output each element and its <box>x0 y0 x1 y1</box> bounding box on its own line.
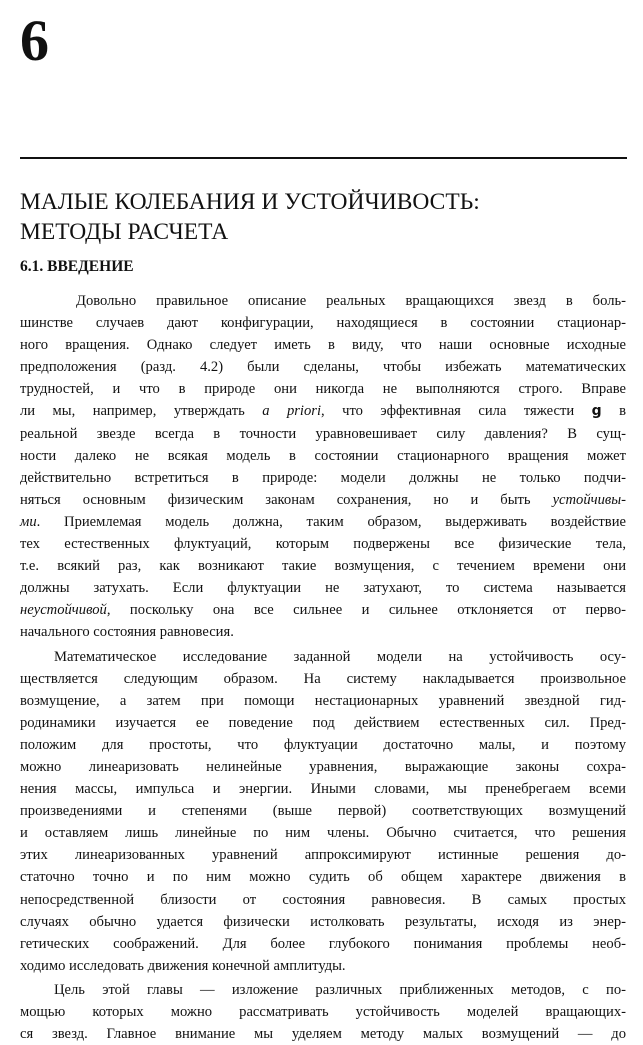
text-line: положим для простоты, что флуктуации достаточно малы, и поэтому <box>20 736 626 753</box>
paragraph-3 <box>20 979 626 1045</box>
italic-term: a priori <box>262 403 322 420</box>
gravity-symbol: g <box>591 403 602 420</box>
text-run: , поскольку она все сильнее и сильнее отклоняется от перво- <box>106 602 626 619</box>
text-line <box>20 599 626 621</box>
text-line: мощью которых можно рассматривать устойчивость моделей вращающих- <box>20 1004 626 1020</box>
text-run: , что эффективная сила тяжести <box>321 403 592 420</box>
text-line: произведениями и степенями (выше первой) соответствующих возмущений <box>20 803 626 820</box>
text-line: Математическое исследование заданной модели на устойчивость осу- <box>54 648 626 665</box>
text-line: действительно встретиться в природе: модели должны не только подчи- <box>20 469 626 486</box>
text-line: ществляется следующим образом. На систему накладывается произвольное <box>20 670 626 687</box>
section-title: 6.1. ВВЕДЕНИЕ <box>20 258 134 275</box>
text-line: ходимо исследовать движения конечной амплитуды. <box>20 957 346 974</box>
text-line: Цель этой главы — изложение различных приближенных методов, с по- <box>54 981 626 998</box>
text-line: т.е. всякий раз, как возникают такие возмущения, с течением времени они <box>20 558 626 575</box>
text-line: шинстве случаев дают конфигурации, находящиеся в состоянии стационар- <box>20 315 626 332</box>
text-line: тех естественных флуктуаций, которым подвержены все физические тела, <box>20 536 626 553</box>
text-line <box>20 489 626 511</box>
text-line: ности далеко не всякая модель в состоянии стационарного вращения может <box>20 447 626 464</box>
text-line: случаях обычно удается физически истолковать результаты, исходя из энер- <box>20 913 626 930</box>
chapter-title-line-2: МЕТОДЫ РАСЧЕТА <box>20 219 229 245</box>
text-run: няться основным физическим законам сохранения, но и быть <box>20 491 553 508</box>
text-line: должны затухать. Если флуктуации не затухают, то система называется <box>20 580 626 597</box>
text-line: нения массы, импульса и энергии. Иными словами, мы пренебрегаем всеми <box>20 781 626 798</box>
text-line: возмущение, а затем при помощи нестационарных уравнений звездной гид- <box>20 692 626 709</box>
text-line: предположения (разд. 4.2) были сделаны, чтобы избежать математических <box>20 359 626 376</box>
italic-term: неустойчивой <box>20 602 107 619</box>
text-line: трудностей, и что в природе они никогда не выполняются строго. Вправе <box>20 381 626 398</box>
chapter-title <box>20 187 620 247</box>
paragraph-2 <box>20 646 626 977</box>
text-run: . Приемлемая модель должна, таким образом, выдерживать воздействие <box>36 513 626 530</box>
text-line: статочно точно и по ним можно судить об общем характере движения в <box>20 869 626 886</box>
text-line: начального состояния равновесия. <box>20 624 234 641</box>
text-line: реальной звезде всегда в точности уравновешивает силу давления? В сущ- <box>20 425 626 442</box>
text-line: непосредственной близости от состояния равновесия. В самых простых <box>20 891 626 908</box>
text-line: ного вращения. Однако следует иметь в виду, что наши основные исходные <box>20 337 626 354</box>
text-line <box>20 511 626 533</box>
text-line: и оставляем лишь линейные по ним члены. Обычно считается, что решения <box>20 825 626 842</box>
text-line <box>20 400 626 422</box>
text-line: гетических соображений. Для более глубокого понимания проблемы необ- <box>20 935 626 952</box>
body-text <box>20 290 626 1045</box>
chapter-number: 6 <box>20 8 49 73</box>
text-run: в <box>601 403 626 420</box>
header-rule <box>20 157 627 159</box>
text-line: можно линеаризовать нелинейные уравнения, выражающие законы сохра- <box>20 758 626 775</box>
text-line: ся звезд. Главное внимание мы уделяем методу малых возмущений — до <box>20 1026 626 1043</box>
chapter-title-line-1: МАЛЫЕ КОЛЕБАНИЯ И УСТОЙЧИВОСТЬ: <box>20 189 480 215</box>
paragraph-1 <box>20 290 626 644</box>
text-line: этих линеаризованных уравнений аппроксимируют истинные решения до- <box>20 847 626 864</box>
italic-term: ми <box>20 513 37 530</box>
text-line: родинамики изучается ее поведение под действием естественных сил. Пред- <box>20 714 626 731</box>
text-line: Довольно правильное описание реальных вращающихся звезд в боль- <box>76 293 626 309</box>
text-run: ли мы, например, утверждать <box>20 403 263 420</box>
italic-term: устойчивы- <box>552 491 626 508</box>
